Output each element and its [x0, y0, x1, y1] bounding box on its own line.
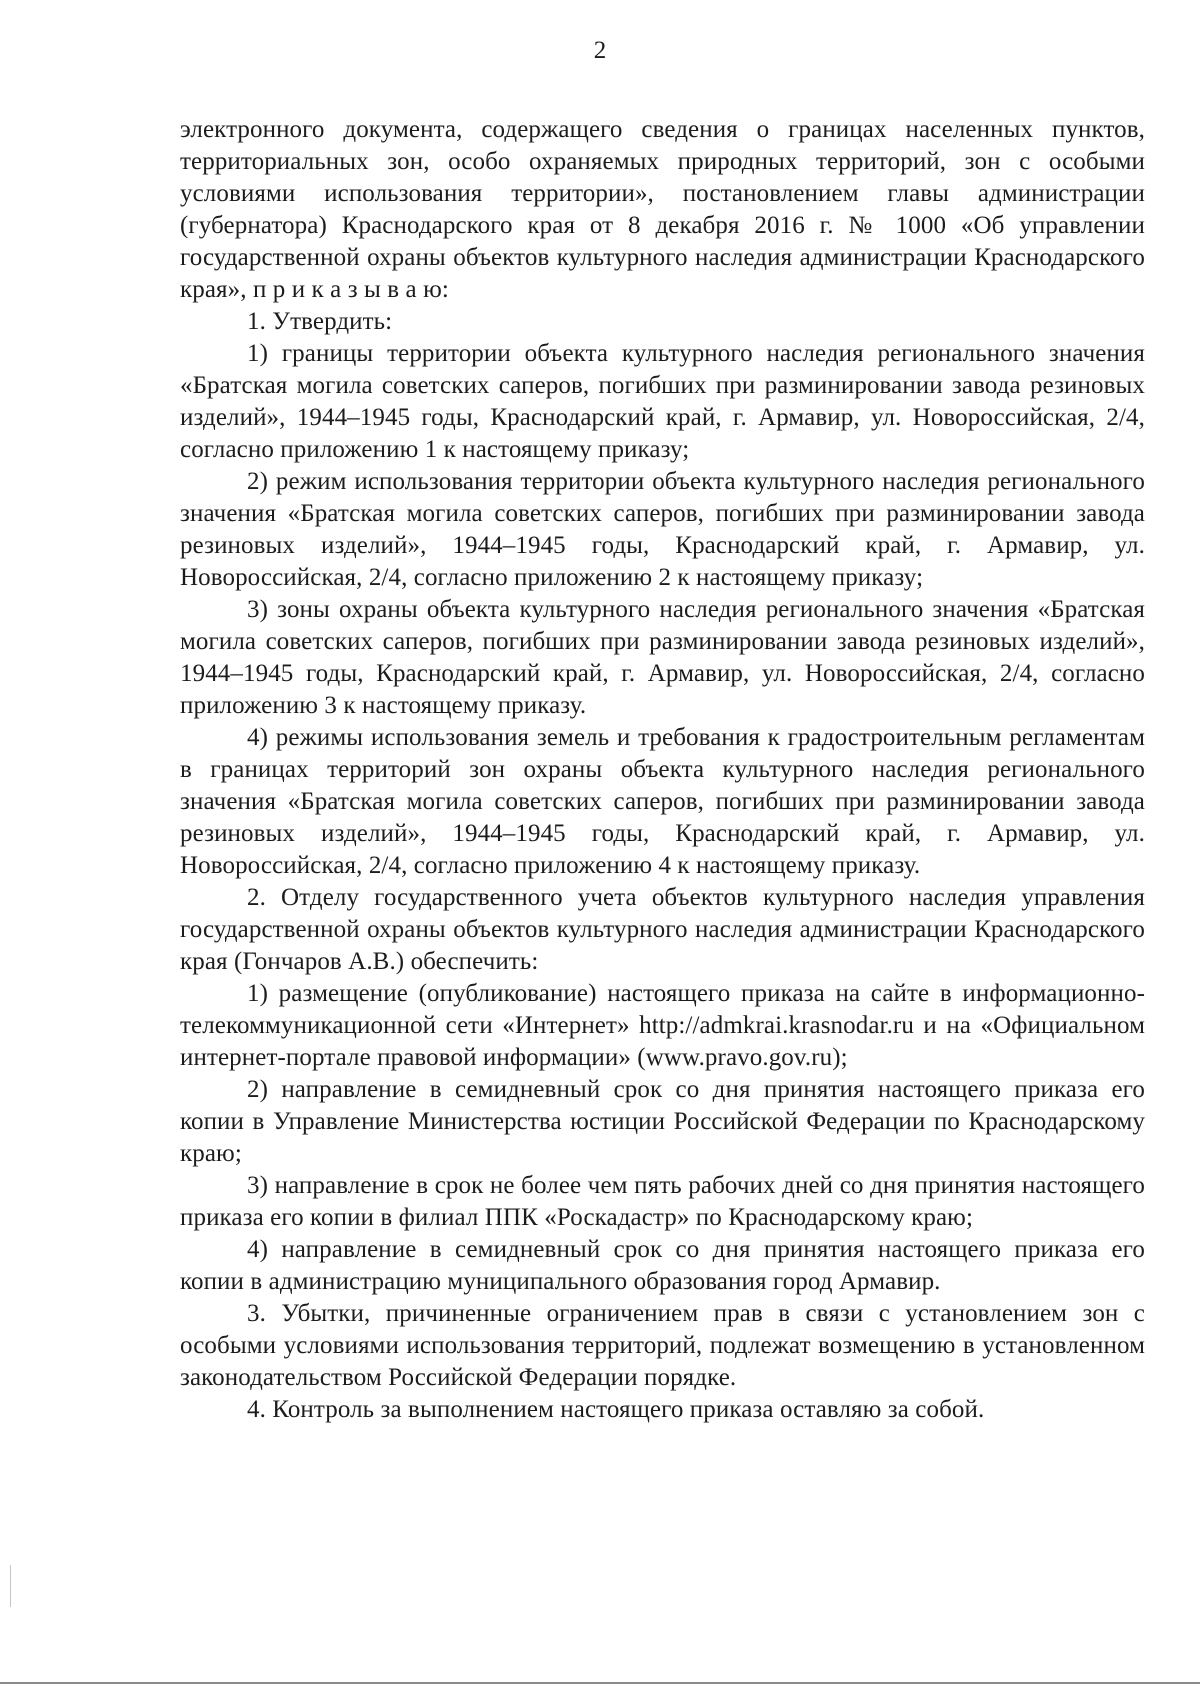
paragraph-item-1-1: 1) границы территории объекта культурного наследия регионального значения «Братская могила советских саперов, погибших при разминировании завода резиновых изделий», 1944–1945 годы, Краснодарский край, г. Армавир, ул. Новороссийская, 2/4, согласно приложению 1 к настоящему приказу; — [180, 340, 1145, 463]
paragraph-continuation: электронного документа, содержащего сведения о границах населенных пунктов, территориальных зон, особо охраняемых природных территорий, зон с особыми условиями использования территории», постановлением главы администрации (губернатора) Краснодарского края от 8 декабря 2016 г. № 1000 «Об управлении государственной охраны объектов культурного наследия администрации Краснодарского края», п р и к а з ы в а ю: — [180, 116, 1145, 303]
paragraph-item-1-4: 4) режимы использования земель и требования к градостроительным регламентам в границах территорий зон охраны объекта культурного наследия регионального значения «Братская могила советских саперов, погибших при разминировании завода резиновых изделий», 1944–1945 годы, Краснодарский край, г. Армавир, ул. Новороссийская, 2/4, согласно приложению 4 к настоящему приказу. — [180, 724, 1145, 879]
paragraph-item-1: 1. Утвердить: — [247, 308, 393, 335]
scan-edge-mark — [10, 1565, 11, 1607]
bottom-divider — [0, 1682, 1200, 1684]
paragraph-item-2-2: 2) направление в семидневный срок со дня принятия настоящего приказа его копии в Управление Министерства юстиции Российской Федерации по Краснодарскому краю; — [180, 1076, 1145, 1167]
page-number: 2 — [593, 37, 607, 64]
paragraph-item-2: 2. Отделу государственного учета объектов культурного наследия управления государственной охраны объектов культурного наследия администрации Краснодарского края (Гончаров А.В.) обеспечить: — [180, 884, 1145, 975]
paragraph-item-1-2: 2) режим использования территории объекта культурного наследия регионального значения «Братская могила советских саперов, погибших при разминировании завода резиновых изделий», 1944–1945 годы, Краснодарский край, г. Армавир, ул. Новороссийская, 2/4, согласно приложению 2 к настоящему приказу; — [180, 468, 1145, 591]
paragraph-item-4: 4. Контроль за выполнением настоящего приказа оставляю за собой. — [247, 1396, 985, 1423]
paragraph-item-3: 3. Убытки, причиненные ограничением прав в связи с установлением зон с особыми условиями использования территорий, подлежат возмещению в установленном законодательством Российской Федерации порядке. — [180, 1300, 1145, 1391]
paragraph-item-2-4: 4) направление в семидневный срок со дня принятия настоящего приказа его копии в администрацию муниципального образования город Армавир. — [180, 1236, 1145, 1295]
paragraph-item-2-3: 3) направление в срок не более чем пять рабочих дней со дня принятия настоящего приказа его копии в филиал ППК «Роскадастр» по Краснодарскому краю; — [180, 1172, 1145, 1231]
document-body — [180, 114, 1145, 1426]
paragraph-item-2-1: 1) размещение (опубликование) настоящего приказа на сайте в информационно-телекоммуникационной сети «Интернет» http://admkrai.krasnodar.ru и на «Официальном интернет-портале правовой информации» (www.pravo.gov.ru); — [180, 980, 1145, 1071]
paragraph-item-1-3: 3) зоны охраны объекта культурного наследия регионального значения «Братская могила советских саперов, погибших при разминировании завода резиновых изделий», 1944–1945 годы, Краснодарский край, г. Армавир, ул. Новороссийская, 2/4, согласно приложению 3 к настоящему приказу. — [180, 596, 1145, 719]
